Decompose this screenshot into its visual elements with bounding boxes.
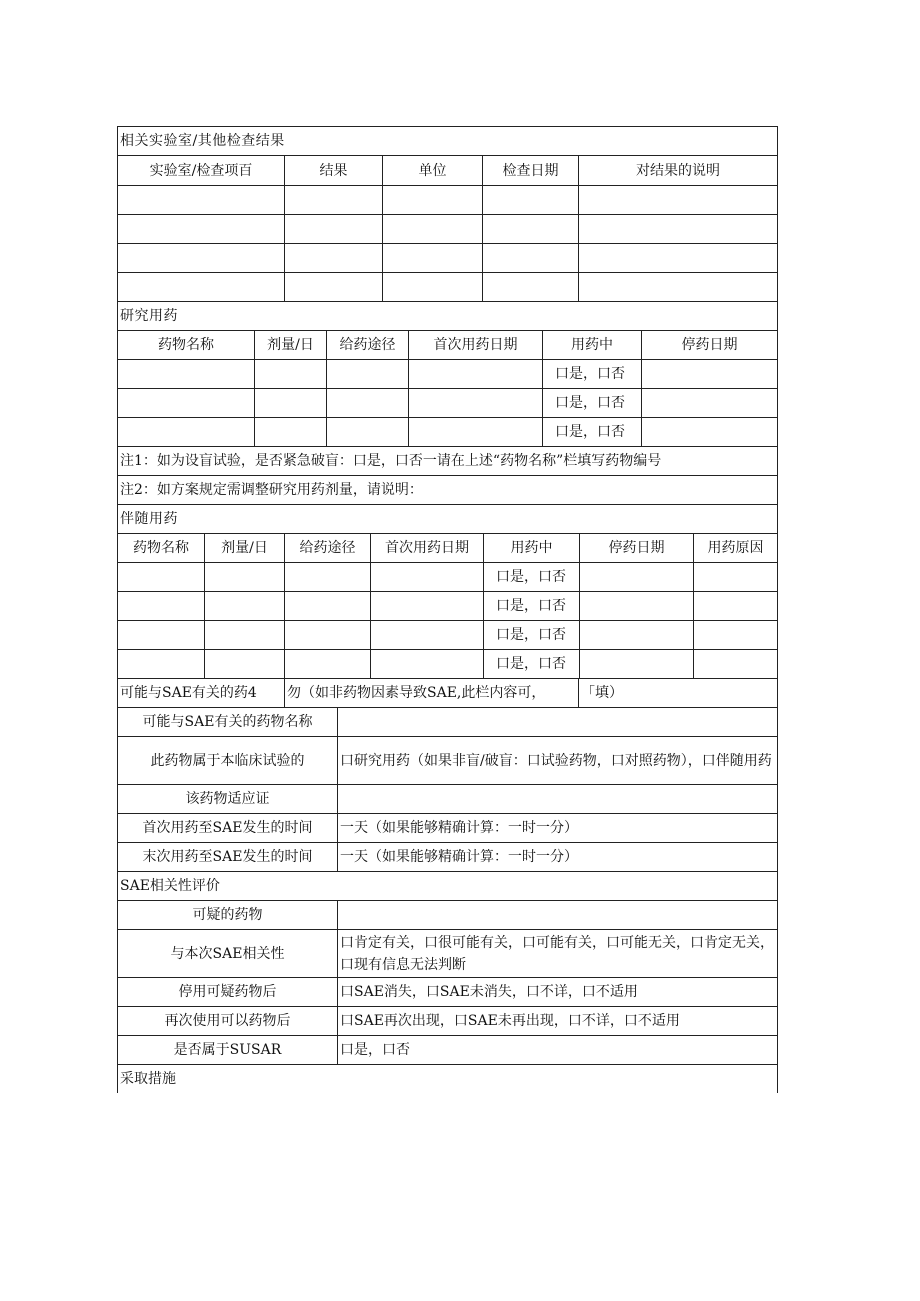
study-cell[interactable] — [642, 418, 778, 447]
study-cell[interactable] — [409, 389, 543, 418]
related-drug-header — [117, 678, 778, 708]
study-header-stop-date: 停药日期 — [642, 331, 778, 360]
con-cell[interactable] — [371, 563, 484, 592]
con-header-ongoing: 用药中 — [484, 534, 580, 563]
sae-value-checkbox[interactable]: 口SAE再次出现，口SAE未再出现，口不详，口不适用 — [338, 1007, 778, 1036]
con-cell[interactable] — [205, 650, 285, 679]
study-cell[interactable] — [255, 360, 327, 389]
lab-header-date: 检查日期 — [483, 156, 579, 186]
lab-cell[interactable] — [579, 244, 778, 273]
lab-cell[interactable] — [383, 273, 483, 302]
related-header-b: 勿（如非药物因素导致SAE,此栏内容可， — [285, 679, 579, 708]
related-label: 末次用药至SAE发生的时间 — [118, 843, 338, 872]
lab-cell[interactable] — [285, 244, 383, 273]
table-row — [118, 592, 778, 621]
section-title-measures: 采取措施 — [118, 1065, 778, 1094]
related-value[interactable]: 一天（如果能够精确计算：一时一分） — [338, 843, 778, 872]
table-row — [118, 244, 778, 273]
section-title-sae-eval: SAE相关性评价 — [118, 872, 778, 901]
study-cell[interactable] — [642, 360, 778, 389]
con-header-route: 给药途径 — [285, 534, 371, 563]
ongoing-checkbox[interactable]: 口是，口否 — [543, 360, 642, 389]
study-header-dose: 剂量/日 — [255, 331, 327, 360]
ongoing-checkbox[interactable]: 口是，口否 — [484, 621, 580, 650]
con-cell[interactable] — [580, 621, 694, 650]
study-drug-table — [117, 301, 778, 505]
study-header-first-date: 首次用药日期 — [409, 331, 543, 360]
sae-value[interactable] — [338, 901, 778, 930]
note-2: 注2：如方案规定需调整研究用药剂量，请说明： — [118, 476, 778, 505]
related-value-checkbox[interactable]: 口研究用药（如果非盲/破盲：口试验药物，口对照药物），口伴随用药 — [338, 737, 778, 785]
lab-cell[interactable] — [285, 186, 383, 215]
con-cell[interactable] — [694, 592, 778, 621]
concomitant-table — [117, 504, 778, 679]
table-row — [118, 273, 778, 302]
con-cell[interactable] — [580, 563, 694, 592]
con-cell[interactable] — [205, 621, 285, 650]
study-cell[interactable] — [118, 418, 255, 447]
lab-results-table — [117, 126, 778, 302]
con-cell[interactable] — [285, 650, 371, 679]
study-cell[interactable] — [642, 389, 778, 418]
con-header-reason: 用药原因 — [694, 534, 778, 563]
study-cell[interactable] — [255, 389, 327, 418]
lab-cell[interactable] — [118, 273, 285, 302]
lab-cell[interactable] — [483, 244, 579, 273]
lab-header-notes: 对结果的说明 — [579, 156, 778, 186]
con-cell[interactable] — [205, 592, 285, 621]
study-cell[interactable] — [409, 360, 543, 389]
related-header-c: 「填） — [579, 679, 778, 708]
related-label: 可能与SAE有关的药物名称 — [118, 708, 338, 737]
con-cell[interactable] — [371, 592, 484, 621]
ongoing-checkbox[interactable]: 口是，口否 — [543, 389, 642, 418]
lab-header-result: 结果 — [285, 156, 383, 186]
section-title-concomitant: 伴随用药 — [118, 505, 778, 534]
lab-cell[interactable] — [579, 215, 778, 244]
con-cell[interactable] — [371, 650, 484, 679]
sae-label: 与本次SAE相关性 — [118, 930, 338, 978]
related-label: 首次用药至SAE发生的时间 — [118, 814, 338, 843]
con-cell[interactable] — [694, 650, 778, 679]
related-value[interactable] — [338, 708, 778, 737]
table-row — [118, 563, 778, 592]
con-cell[interactable] — [694, 621, 778, 650]
lab-cell[interactable] — [285, 215, 383, 244]
sae-label: 停用可疑药物后 — [118, 978, 338, 1007]
study-cell[interactable] — [327, 418, 409, 447]
con-cell[interactable] — [580, 592, 694, 621]
related-drug-table — [117, 707, 778, 1093]
study-cell[interactable] — [255, 418, 327, 447]
sae-report-form — [117, 126, 777, 1093]
ongoing-checkbox[interactable]: 口是，口否 — [484, 650, 580, 679]
table-row — [118, 621, 778, 650]
related-label: 此药物属于本临床试验的 — [118, 737, 338, 785]
table-row — [118, 215, 778, 244]
con-header-stop-date: 停药日期 — [580, 534, 694, 563]
con-cell[interactable] — [118, 650, 205, 679]
sae-label: 是否属于SUSAR — [118, 1036, 338, 1065]
con-cell[interactable] — [205, 563, 285, 592]
con-cell[interactable] — [118, 592, 205, 621]
lab-header-unit: 单位 — [383, 156, 483, 186]
con-cell[interactable] — [694, 563, 778, 592]
lab-cell[interactable] — [579, 186, 778, 215]
table-row — [118, 389, 778, 418]
sae-label: 再次使用可以药物后 — [118, 1007, 338, 1036]
sae-value-checkbox[interactable]: 口肯定有关，口很可能有关，口可能有关，口可能无关，口肯定无关，口现有信息无法判断 — [338, 930, 778, 978]
related-value[interactable]: 一天（如果能够精确计算：一时一分） — [338, 814, 778, 843]
related-label: 该药物适应证 — [118, 785, 338, 814]
lab-cell[interactable] — [383, 215, 483, 244]
ongoing-checkbox[interactable]: 口是，口否 — [484, 563, 580, 592]
lab-cell[interactable] — [118, 244, 285, 273]
sae-label: 可疑的药物 — [118, 901, 338, 930]
con-header-name: 药物名称 — [118, 534, 205, 563]
lab-cell[interactable] — [579, 273, 778, 302]
lab-cell[interactable] — [483, 215, 579, 244]
ongoing-checkbox[interactable]: 口是，口否 — [484, 592, 580, 621]
section-title-lab: 相关实验室/其他检查结果 — [118, 127, 778, 156]
con-cell[interactable] — [285, 621, 371, 650]
lab-cell[interactable] — [383, 186, 483, 215]
note-1: 注1：如为设盲试验，是否紧急破盲：口是，口否一请在上述“药物名称”栏填写药物编号 — [118, 447, 778, 476]
lab-cell[interactable] — [483, 273, 579, 302]
table-row — [118, 360, 778, 389]
study-header-route: 给药途径 — [327, 331, 409, 360]
table-row — [118, 186, 778, 215]
con-header-dose: 剂量/日 — [205, 534, 285, 563]
con-cell[interactable] — [118, 621, 205, 650]
study-cell[interactable] — [327, 389, 409, 418]
study-cell[interactable] — [118, 360, 255, 389]
section-title-study-drug: 研究用药 — [118, 302, 778, 331]
study-cell[interactable] — [327, 360, 409, 389]
study-cell[interactable] — [118, 389, 255, 418]
lab-cell[interactable] — [118, 186, 285, 215]
sae-value-checkbox[interactable]: 口SAE消失，口SAE未消失，口不详，口不适用 — [338, 978, 778, 1007]
lab-header-item: 实验室/检查项百 — [118, 156, 285, 186]
table-row — [118, 650, 778, 679]
study-cell[interactable] — [409, 418, 543, 447]
lab-cell[interactable] — [118, 215, 285, 244]
con-cell[interactable] — [285, 563, 371, 592]
related-header-a: 可能与SAE有关的药4 — [118, 679, 285, 708]
study-header-ongoing: 用药中 — [543, 331, 642, 360]
con-cell[interactable] — [118, 563, 205, 592]
related-value[interactable] — [338, 785, 778, 814]
con-cell[interactable] — [580, 650, 694, 679]
lab-cell[interactable] — [383, 244, 483, 273]
study-header-name: 药物名称 — [118, 331, 255, 360]
con-header-first-date: 首次用药日期 — [371, 534, 484, 563]
table-row — [118, 418, 778, 447]
con-cell[interactable] — [371, 621, 484, 650]
ongoing-checkbox[interactable]: 口是，口否 — [543, 418, 642, 447]
susar-checkbox[interactable]: 口是，口否 — [338, 1036, 778, 1065]
lab-cell[interactable] — [285, 273, 383, 302]
con-cell[interactable] — [285, 592, 371, 621]
lab-cell[interactable] — [483, 186, 579, 215]
